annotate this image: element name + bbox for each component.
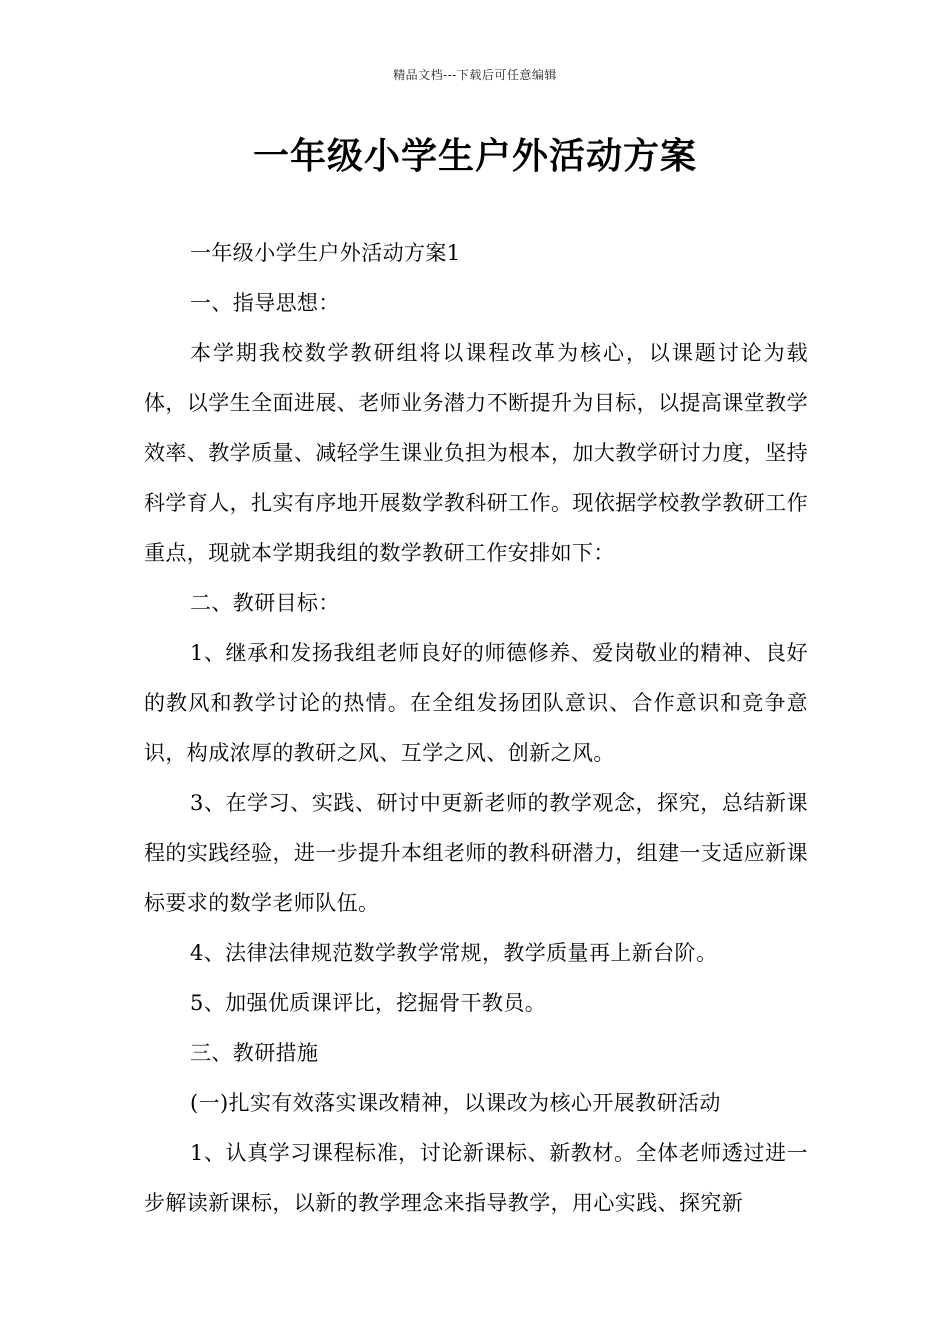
heading-research-measures: 三、教研措施: [190, 1041, 319, 1065]
header-note: 精品文档---下载后可任意编辑: [393, 68, 557, 82]
paragraph-measure-1-heading: (一)扎实有效落实课改精神，以课改为核心开展教研活动: [190, 1091, 721, 1115]
paragraph-goal-1: 1、继承和发扬我组老师良好的师德修养、爱岗敬业的精神、良好的教风和教学讨论的热情。在全组发扬团队意识、合作意识和竞争意识，构成浓厚的教研之风、互学之风、创新之风。: [144, 641, 808, 765]
document-body: [144, 228, 808, 1228]
document-title: 一年级小学生户外活动方案: [252, 136, 697, 177]
paragraph-goal-4: 4、法律法律规范数学教学常规，教学质量再上新台阶。: [190, 941, 718, 965]
paragraph-guiding-thought: 本学期我校数学教研组将以课程改革为核心，以课题讨论为载体，以学生全面进展、老师业务潜力不断提升为目标，以提高课堂教学效率、教学质量、减轻学生课业负担为根本，加大教学研讨力度，坚持科学育人，扎实有序地开展数学教科研工作。现依据学校教学教研工作重点，现就本学期我组的数学教研工作安排如下：: [144, 341, 808, 565]
paragraph-measure-1-1: 1、认真学习课程标准，讨论新课标、新教材。全体老师透过进一步解读新课标，以新的教学理念来指导教学，用心实践、探究新: [144, 1141, 808, 1215]
paragraph-goal-3: 3、在学习、实践、研讨中更新老师的教学观念，探究，总结新课程的实践经验，进一步提升本组老师的教科研潜力，组建一支适应新课标要求的数学老师队伍。: [144, 791, 808, 915]
paragraph-goal-5: 5、加强优质课评比，挖掘骨干教员。: [190, 991, 547, 1015]
heading-guiding-thought: 一、指导思想：: [190, 291, 340, 315]
heading-research-goals: 二、教研目标：: [190, 591, 340, 615]
section-subtitle: 一年级小学生户外活动方案1: [190, 241, 461, 265]
